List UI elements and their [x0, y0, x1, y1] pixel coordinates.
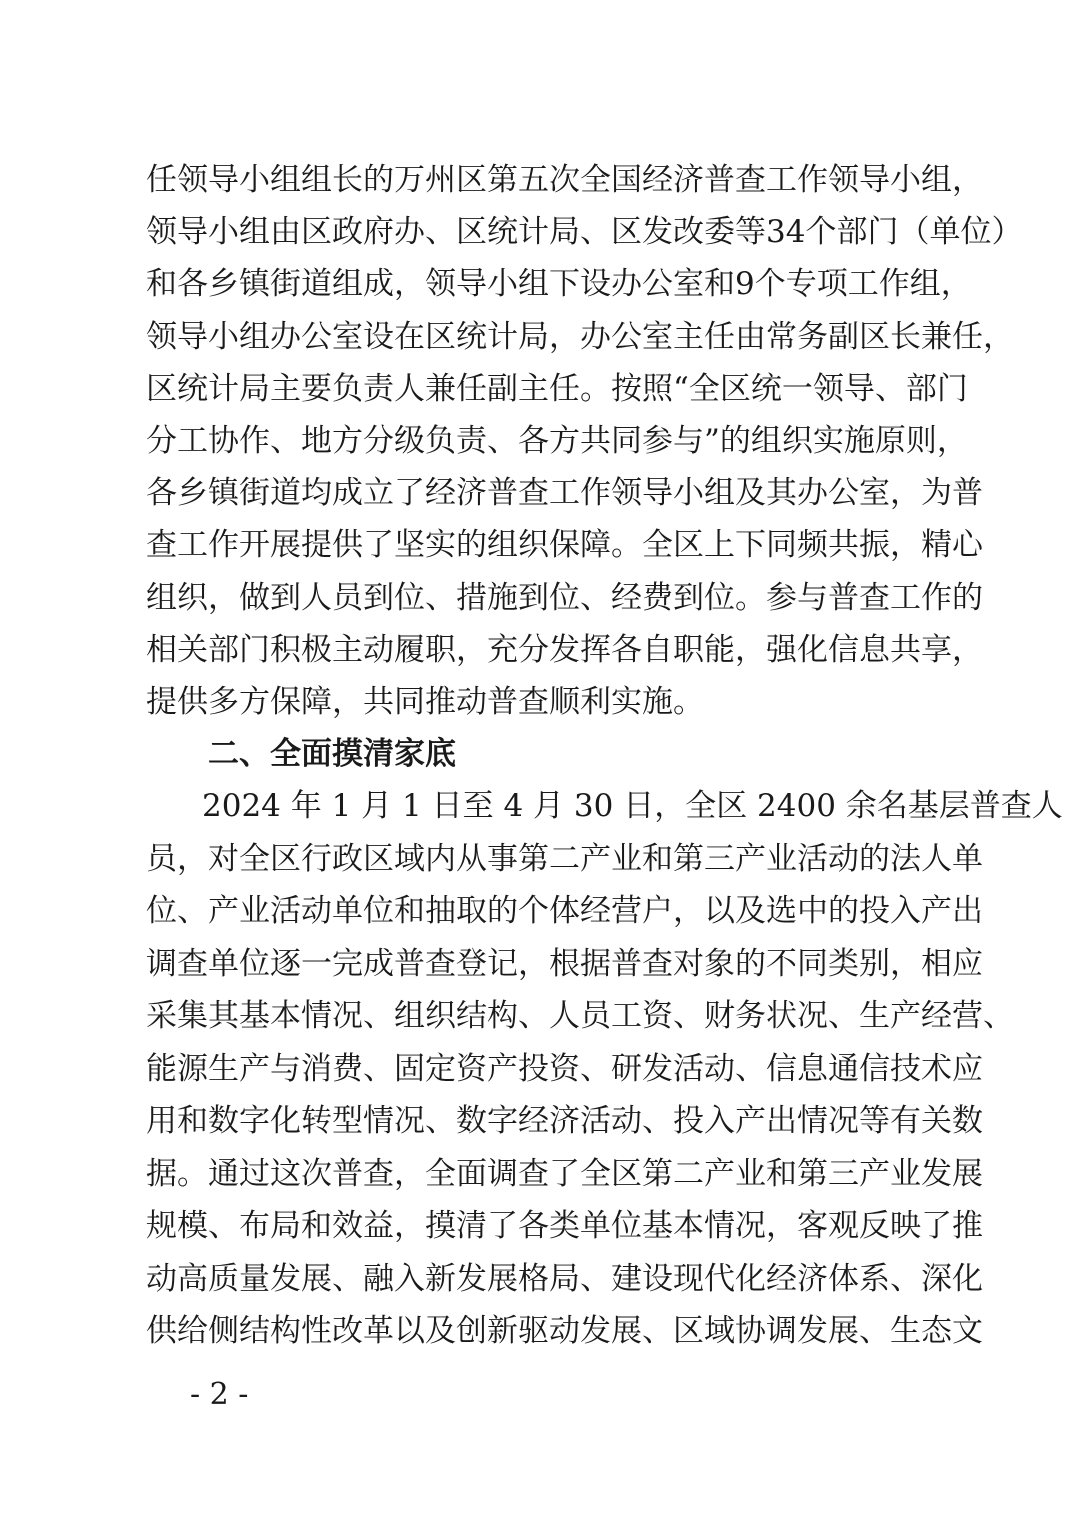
text-line: 提供多方保障，共同推动普查顺利实施。 — [146, 684, 704, 720]
text-line: 查工作开展提供了坚实的组织保障。全区上下同频共振，精心 — [146, 527, 983, 564]
text-line: 和各乡镇街道组成，领导小组下设办公室和9个专项工作组， — [146, 266, 972, 303]
text-line: 动高质量发展、融入新发展格局、建设现代化经济体系、深化 — [146, 1260, 983, 1297]
text-line: 2024 年 1 月 1 日至 4 月 30 日，全区 2400 余名基层普查人 — [202, 788, 1063, 824]
text-line: 能源生产与消费、固定资产投资、研发活动、信息通信技术应 — [146, 1050, 983, 1087]
text-line: 调查单位逐一完成普查登记，根据普查对象的不同类别，相应 — [146, 945, 983, 982]
text-line: 采集其基本情况、组织结构、人员工资、财务状况、生产经营、 — [146, 998, 1014, 1034]
text-line: 领导小组办公室设在区统计局，办公室主任由常务副区长兼任， — [146, 318, 1014, 355]
text-line: 任领导小组组长的万州区第五次全国经济普查工作领导小组， — [146, 162, 983, 198]
page-number: - 2 - — [190, 1377, 249, 1412]
text-line: 区统计局主要负责人兼任副主任。按照“全区统一领导、部门 — [146, 370, 968, 407]
text-line: 用和数字化转型情况、数字经济活动、投入产出情况等有关数 — [146, 1103, 983, 1139]
text-line: 据。通过这次普查，全面调查了全区第二产业和第三产业发展 — [146, 1155, 983, 1192]
text-line: 供给侧结构性改革以及创新驱动发展、区域协调发展、生态文 — [146, 1313, 983, 1349]
text-line: 各乡镇街道均成立了经济普查工作领导小组及其办公室，为普 — [146, 475, 983, 512]
text-line: 组织，做到人员到位、措施到位、经费到位。参与普查工作的 — [146, 579, 983, 616]
text-line: 领导小组由区政府办、区统计局、区发改委等34个部门（单位） — [146, 214, 1023, 251]
text-line: 规模、布局和效益，摸清了各类单位基本情况，客观反映了推 — [146, 1208, 983, 1244]
text-line: 位、产业活动单位和抽取的个体经营户，以及选中的投入产出 — [146, 893, 983, 929]
text-line: 相关部门积极主动履职，充分发挥各自职能，强化信息共享， — [146, 631, 983, 668]
section-heading: 二、全面摸清家底 — [208, 736, 456, 772]
text-line: 分工协作、地方分级负责、各方共同参与”的组织实施原则， — [146, 423, 968, 459]
text-line: 员，对全区行政区域内从事第二产业和第三产业活动的法人单 — [146, 840, 983, 877]
